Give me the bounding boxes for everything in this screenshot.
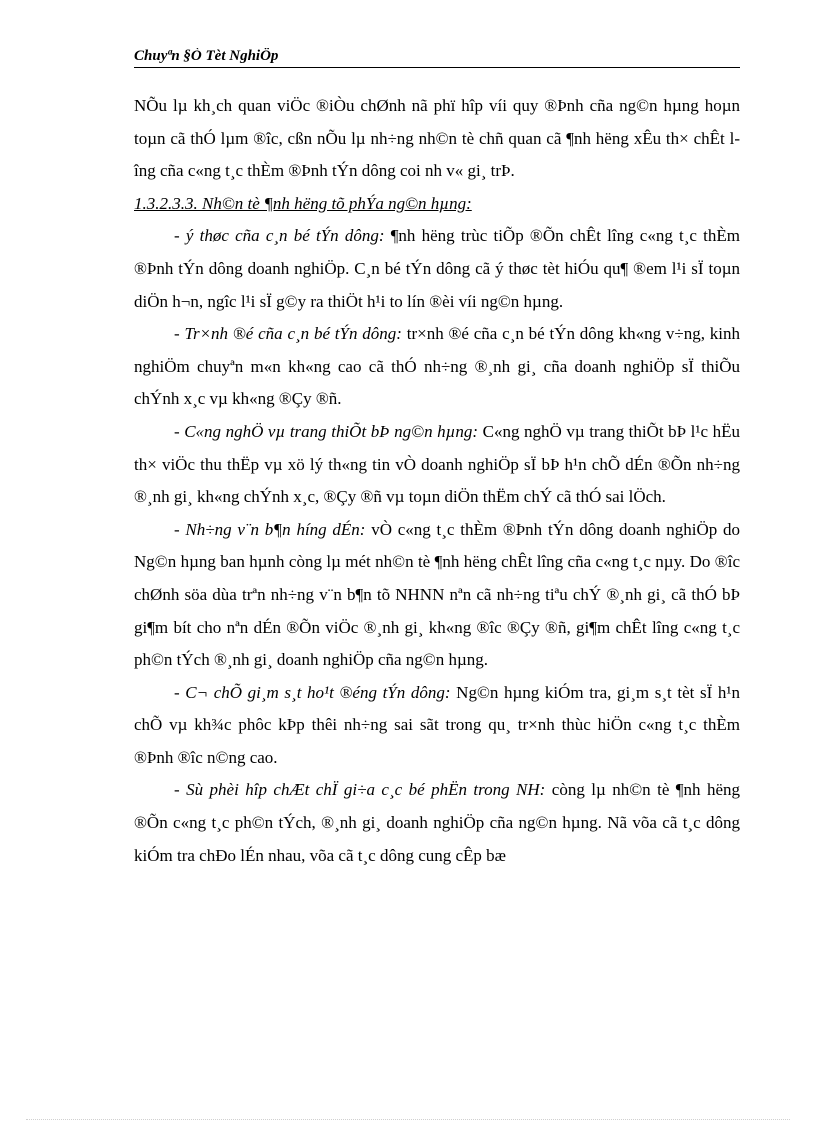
page-header: Chuyªn §Ò Tèt NghiÖp [134,48,740,68]
paragraph-5 [134,677,740,775]
page-bottom-rule [26,1119,790,1120]
paragraph-6 [134,774,740,872]
paragraph-lead: - Nh÷ng v¨n b¶n híng dÉn: [174,519,366,539]
paragraph-lead: - ý thøc cña c¸n bé tÝn dông: [174,226,385,246]
paragraph-1 [134,220,740,318]
intro-paragraph: NÕu lµ kh¸ch quan viÖc ®iÒu chØnh nã phï hîp víi quy ®Þnh cña ng©n hµng hoµn toµn cã thÓ lµm ®îc, cßn nÕu lµ nh÷ng nh©n tè chñ quan cã ¶nh hëng xÊu th× chÊt lîng cña c«ng t¸c thÈm ®Þnh tÝn dông coi nh v« gi¸ trÞ. [134,96,740,181]
paragraph-lead: - C¬ chÕ gi¸m s¸t ho¹t ®éng tÝn dông: [174,682,451,702]
paragraph-text: tr×nh ®é cña c¸n bé tÝn dông kh«ng v÷ng, kinh nghiÖm chuyªn m«n kh«ng cao cã thÓ nh÷ng ®¸nh gi¸ cña doanh nghiÖp sÏ thiÕu chÝnh x¸c vµ kh«ng ®Çy ®ñ. [134,324,740,409]
paragraph-text: ¶nh hëng trùc tiÕp ®Õn chÊt lîng c«ng t¸c thÈm ®Þnh tÝn dông doanh nghiÖp. C¸n bé tÝn dông cã ý thøc tèt hiÓu qu¶ ®em l¹i sÏ toµn diÖn h¬n, ngîc l¹i sÏ g©y ra thiÖt h¹i to lín ®èi víi ng©n hµng. [134,226,741,311]
paragraph-lead: - Tr×nh ®é cña c¸n bé tÝn dông: [174,324,402,344]
paragraph-3 [134,416,740,514]
paragraph-lead: - Sù phèi hîp chÆt chÏ gi÷a c¸c bé phËn trong NH: [174,780,546,800]
paragraph-lead: - C«ng nghÖ vµ trang thiÕt bÞ ng©n hµng: [174,421,479,441]
paragraph-4 [134,514,740,677]
paragraph-text: Ng©n hµng kiÓm tra, gi¸m s¸t tèt sÏ h¹n chÕ vµ kh¾c phôc kÞp thêi nh÷ng sai sãt trong qu¸ tr×nh thùc hiÖn c«ng t¸c thÈm ®Þnh ®îc n©ng cao. [134,682,740,767]
paragraph-text: C«ng nghÖ vµ trang thiÕt bÞ l¹c hËu th× viÖc thu thËp vµ xö lý th«ng tin vÒ doanh nghiÖp sÏ bÞ h¹n chÕ dÉn ®Õn nh÷ng ®¸nh gi¸ kh«ng chÝnh x¸c, ®Çy ®ñ vµ toµn diÖn thËm chÝ cã thÓ sai lÖch. [134,421,740,507]
paragraph-text: còng lµ nh©n tè ¶nh hëng ®Õn c«ng t¸c ph©n tÝch, ®¸nh gi¸ doanh nghiÖp cña ng©n hµng. Nã võa cã t¸c dông kiÓm tra chÐo lÉn nhau, võa cã t¸c dông cung cÊp bæ [134,780,740,865]
section-heading: 1.3.2.3.3. Nh©n tè ¶nh hëng tõ phÝa ng©n hµng: [134,193,472,213]
paragraph-2 [134,318,740,416]
document-body [134,90,740,872]
paragraph-text: vÒ c«ng t¸c thÈm ®Þnh tÝn dông doanh nghiÖp do Ng©n hµng ban hµnh còng lµ mét nh©n tè ¶nh hëng chÊt lîng cña c«ng t¸c nµy. Do ®îc chØnh söa dùa trªn nh÷ng v¨n b¶n tõ NHNN nªn cã nh÷ng tiªu chÝ ®¸nh gi¸ cã thÓ bÞ gi¶m bít cho nªn dÉn ®Õn viÖc ®¸nh gi¸ kh«ng ®îc ®Çy ®ñ, gi¶m chÊt lîng c«ng t¸c ph©n tÝch ®¸nh gi¸ doanh nghiÖp cña ng©n hµng. [134,519,740,670]
